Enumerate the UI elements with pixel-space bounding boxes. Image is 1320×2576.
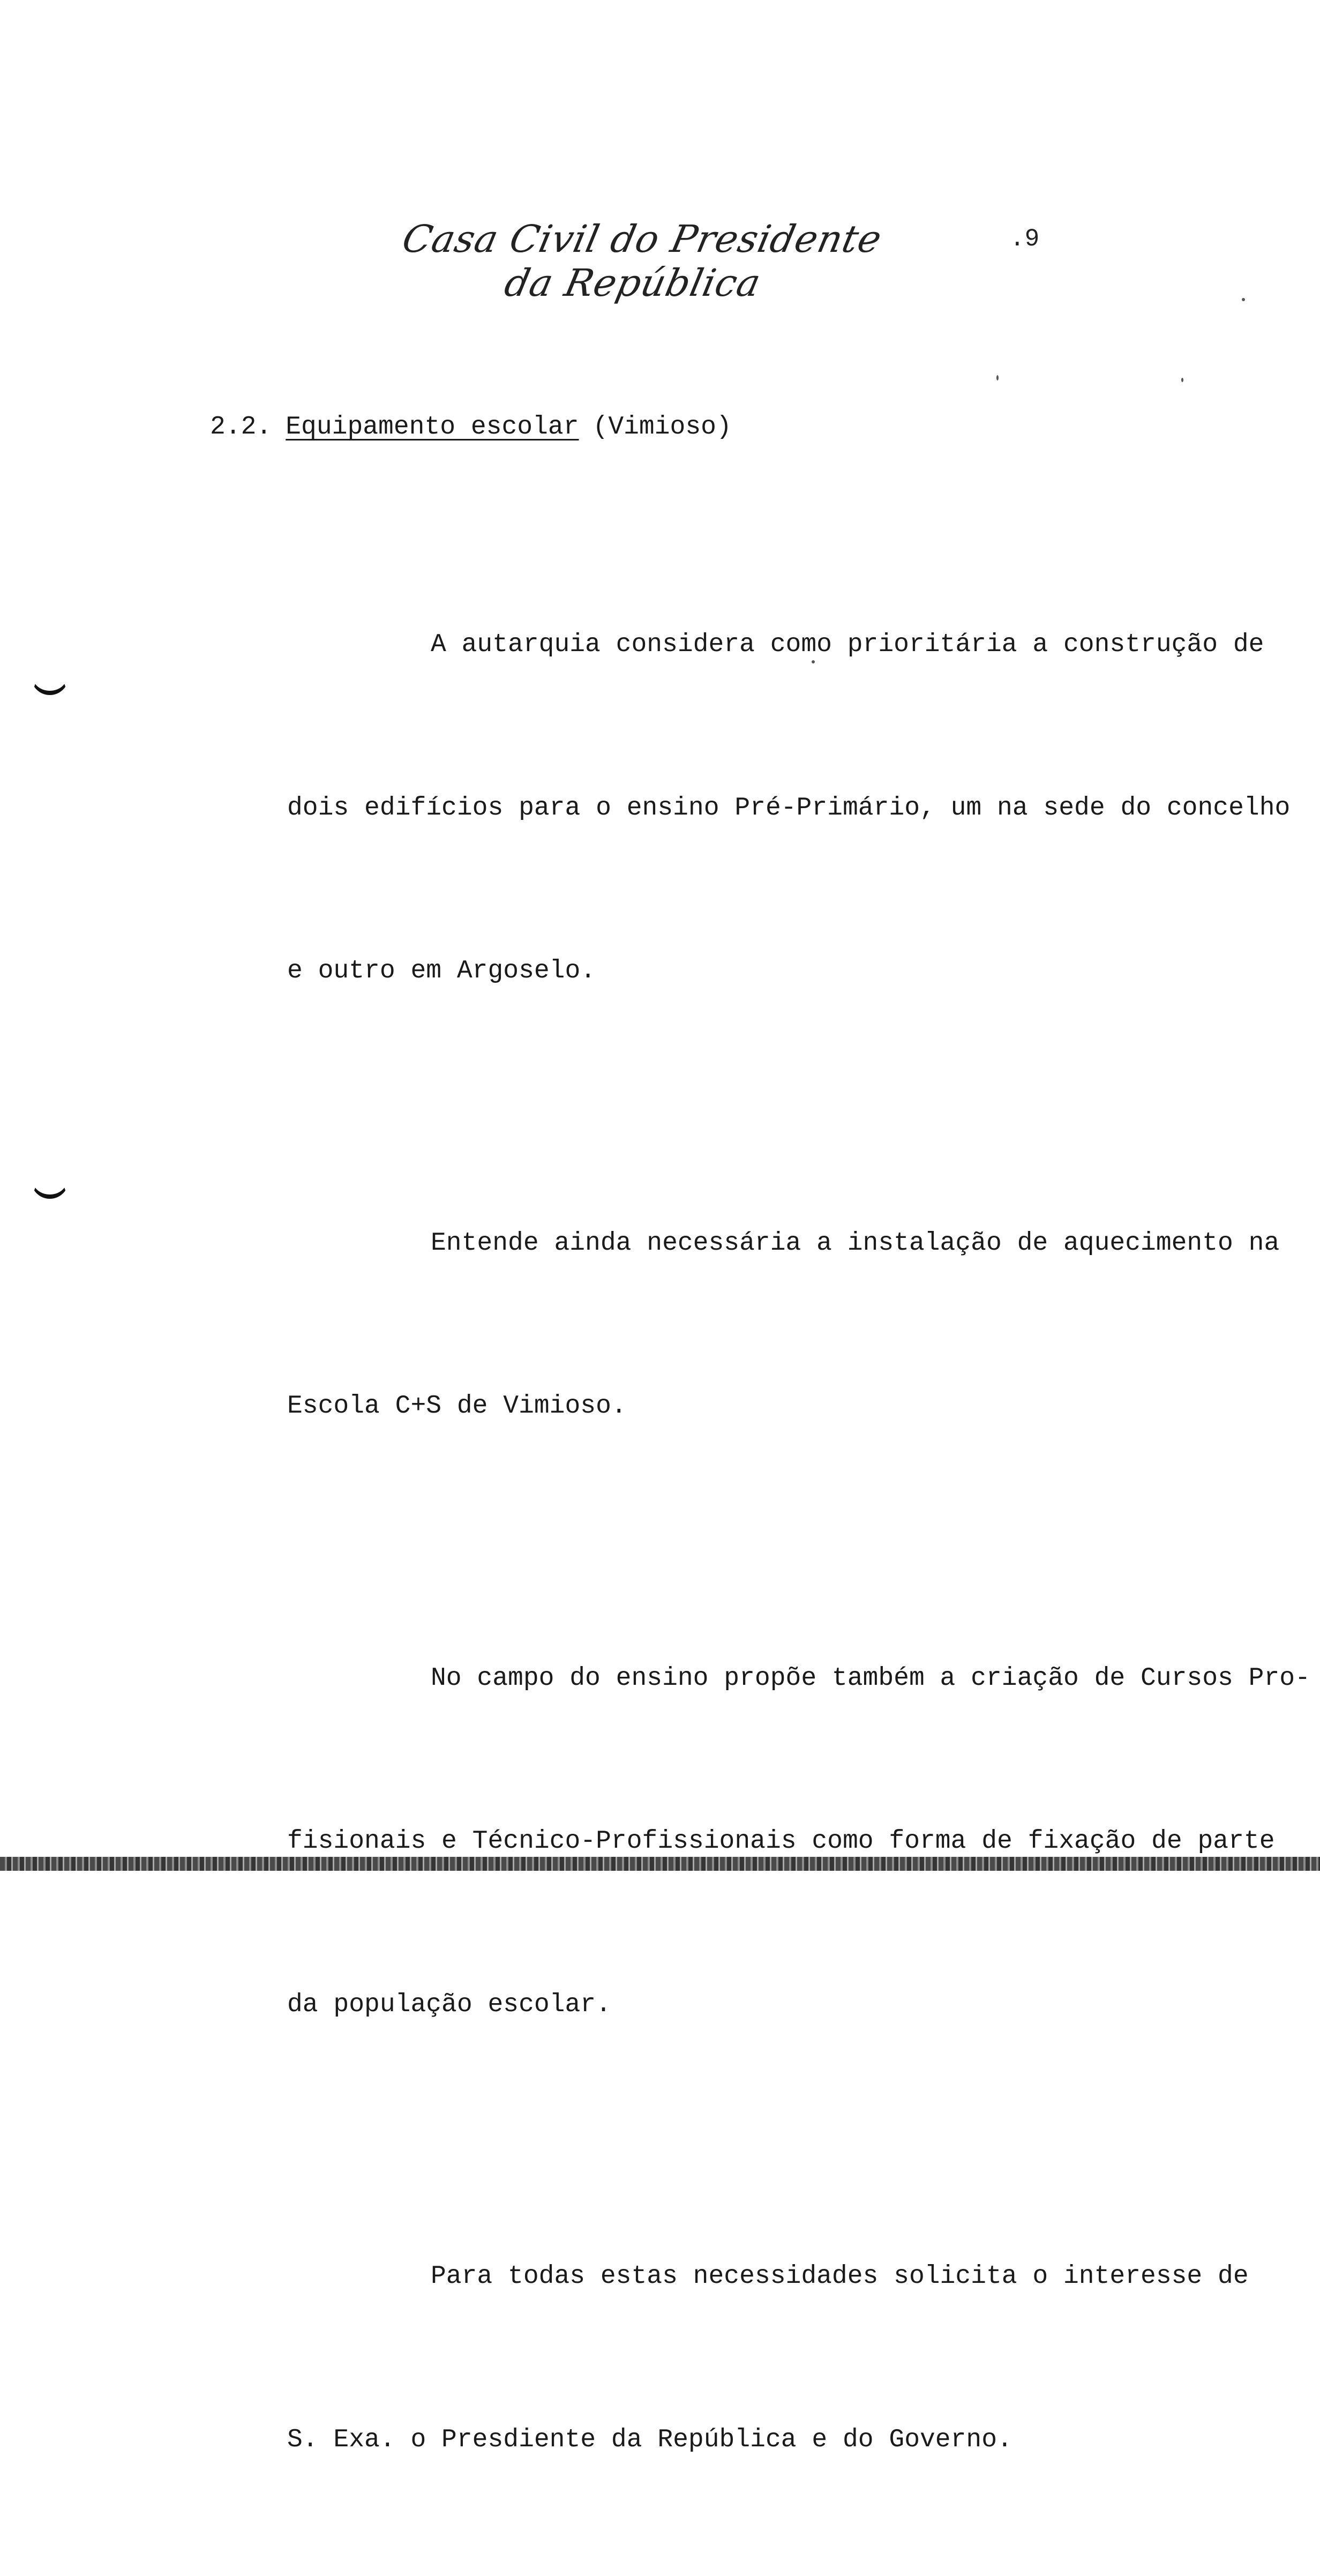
- text-line: fisionais e Técnico-Profissionais como forma de fixação de parte: [287, 1827, 1275, 1856]
- section-title: Equipamento escolar: [286, 413, 579, 442]
- text-line: Para todas estas necessidades solicita o interesse de: [431, 2262, 1249, 2291]
- section-heading: [210, 413, 732, 442]
- paragraph: [144, 509, 1291, 1108]
- scan-speck: [996, 375, 999, 380]
- paragraph: [144, 1543, 1310, 2141]
- margin-hole-mark: [31, 673, 69, 695]
- text-line: e outro em Argoselo.: [287, 957, 596, 985]
- scan-speck: [812, 660, 815, 663]
- section-place: (Vimioso): [592, 413, 732, 442]
- text-line: da população escolar.: [287, 1990, 611, 2019]
- text-line: No campo do ensino propõe também a criação de Cursos Pro-: [431, 1663, 1310, 1693]
- paragraph: [144, 2141, 1249, 2576]
- text-line: S. Exa. o Presdiente da República e do Governo.: [287, 2425, 1012, 2454]
- margin-hole-mark: [31, 1176, 69, 1199]
- scan-speck: [1181, 378, 1183, 382]
- scan-edge-band: [0, 1857, 1320, 1871]
- text-line: Entende ainda necessária a instalação de aquecimento na: [431, 1228, 1280, 1258]
- body-text: [144, 509, 1310, 2576]
- paragraph: [144, 1108, 1280, 1543]
- scan-speck: [1242, 298, 1245, 301]
- text-line: Escola C+S de Vimioso.: [287, 1392, 627, 1421]
- text-line: dois edifícios para o ensino Pré-Primário, um na sede do concelho: [287, 793, 1291, 823]
- section-number: 2.2.: [210, 413, 272, 442]
- letterhead: Casa Civil do Presidente da República: [398, 217, 886, 305]
- text-line: A autarquia considera como prioritária a construção de: [431, 630, 1264, 659]
- page-number: .9: [1010, 225, 1040, 253]
